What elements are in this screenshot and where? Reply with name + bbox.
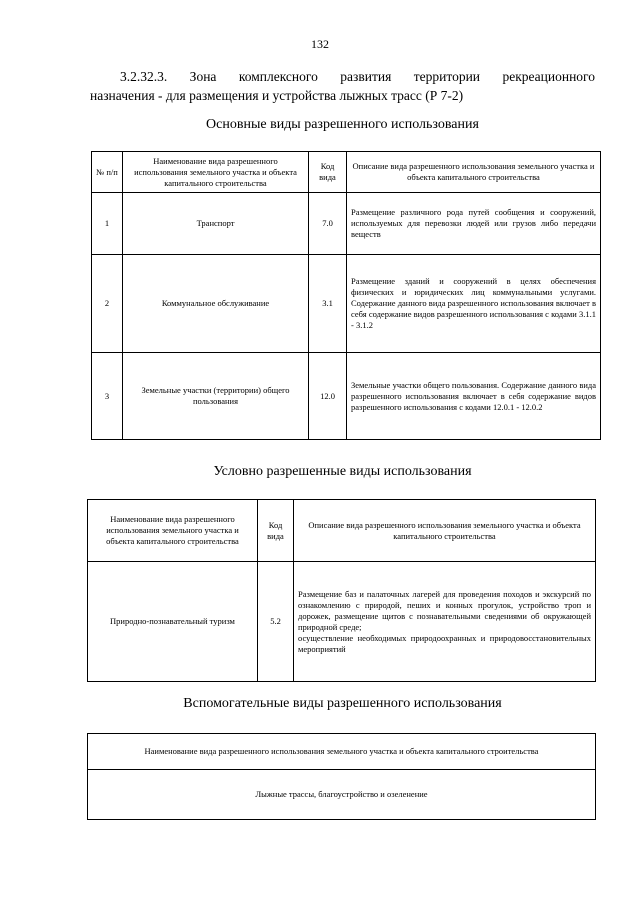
row-code: 12.0 bbox=[309, 353, 347, 440]
table-row bbox=[92, 193, 601, 255]
row-name: Природно-познавательный туризм bbox=[88, 562, 258, 682]
table-row bbox=[88, 770, 596, 820]
col-header-num: № п/п bbox=[92, 152, 123, 193]
row-num: 3 bbox=[92, 353, 123, 440]
row-desc: Размещение зданий и сооружений в целях обеспечения физических и юридических лиц коммунальными услугами. Содержание данного вида разрешенного использования включает в себя содержание видов разрешенного использования с кодами 3.1.1 - 3.1.2 bbox=[347, 255, 601, 353]
table-row bbox=[92, 255, 601, 353]
row-desc: Размещение различного рода путей сообщения и сооружений, используемых для перевозки людей или грузов либо передачи веществ bbox=[347, 193, 601, 255]
row-desc: Земельные участки общего пользования. Содержание данного вида разрешенного использования включает в себя содержание видов разрешенного использования с кодами 12.0.1 - 12.0.2 bbox=[347, 353, 601, 440]
main-uses-table bbox=[91, 151, 601, 440]
row-desc bbox=[294, 562, 596, 682]
zone-heading bbox=[90, 67, 595, 105]
table-row bbox=[88, 562, 596, 682]
row-code: 3.1 bbox=[309, 255, 347, 353]
col-header-name: Наименование вида разрешенного использования земельного участка и объекта капитального строительства bbox=[88, 734, 596, 770]
row-name: Коммунальное обслуживание bbox=[123, 255, 309, 353]
table-header-row bbox=[92, 152, 601, 193]
table-header-row bbox=[88, 734, 596, 770]
row-num: 2 bbox=[92, 255, 123, 353]
col-header-code: Код вида bbox=[309, 152, 347, 193]
row-name: Транспорт bbox=[123, 193, 309, 255]
row-code: 5.2 bbox=[258, 562, 294, 682]
zone-heading-line1: 3.2.32.3. Зона комплексного развития территории рекреационного bbox=[120, 69, 595, 84]
auxiliary-uses-table bbox=[87, 733, 596, 820]
table-header-row bbox=[88, 500, 596, 562]
page-number: 132 bbox=[311, 37, 329, 51]
row-code: 7.0 bbox=[309, 193, 347, 255]
row-desc-part2: осуществление необходимых природоохранных и природовосстановительных мероприятий bbox=[298, 632, 591, 654]
col-header-desc: Описание вида разрешенного использования земельного участка и объекта капитального строительства bbox=[347, 152, 601, 193]
auxiliary-uses-title: Вспомогательные виды разрешенного использования bbox=[183, 696, 502, 711]
col-header-code: Код вида bbox=[258, 500, 294, 562]
main-uses-title: Основные виды разрешенного использования bbox=[206, 117, 479, 132]
col-header-name: Наименование вида разрешенного использования земельного участка и объекта капитального строительства bbox=[123, 152, 309, 193]
row-name: Земельные участки (территории) общего пользования bbox=[123, 353, 309, 440]
table-row bbox=[92, 353, 601, 440]
row-name: Лыжные трассы, благоустройство и озеленение bbox=[88, 770, 596, 820]
zone-heading-line2: назначения - для размещения и устройства лыжных трасс (Р 7-2) bbox=[90, 88, 464, 103]
col-header-name: Наименование вида разрешенного использования земельного участка и объекта капитального строительства bbox=[88, 500, 258, 562]
conditional-uses-title: Условно разрешенные виды использования bbox=[213, 464, 472, 479]
conditional-uses-table bbox=[87, 499, 596, 682]
row-num: 1 bbox=[92, 193, 123, 255]
col-header-desc: Описание вида разрешенного использования земельного участка и объекта капитального строительства bbox=[294, 500, 596, 562]
row-desc-part1: Размещение баз и палаточных лагерей для проведения походов и экскурсий по ознакомлению с природой, пеших и конных прогулок, устройство троп и дорожек, размещение щитов с познавательными сведениями об окружающей природной среде; bbox=[298, 588, 591, 632]
